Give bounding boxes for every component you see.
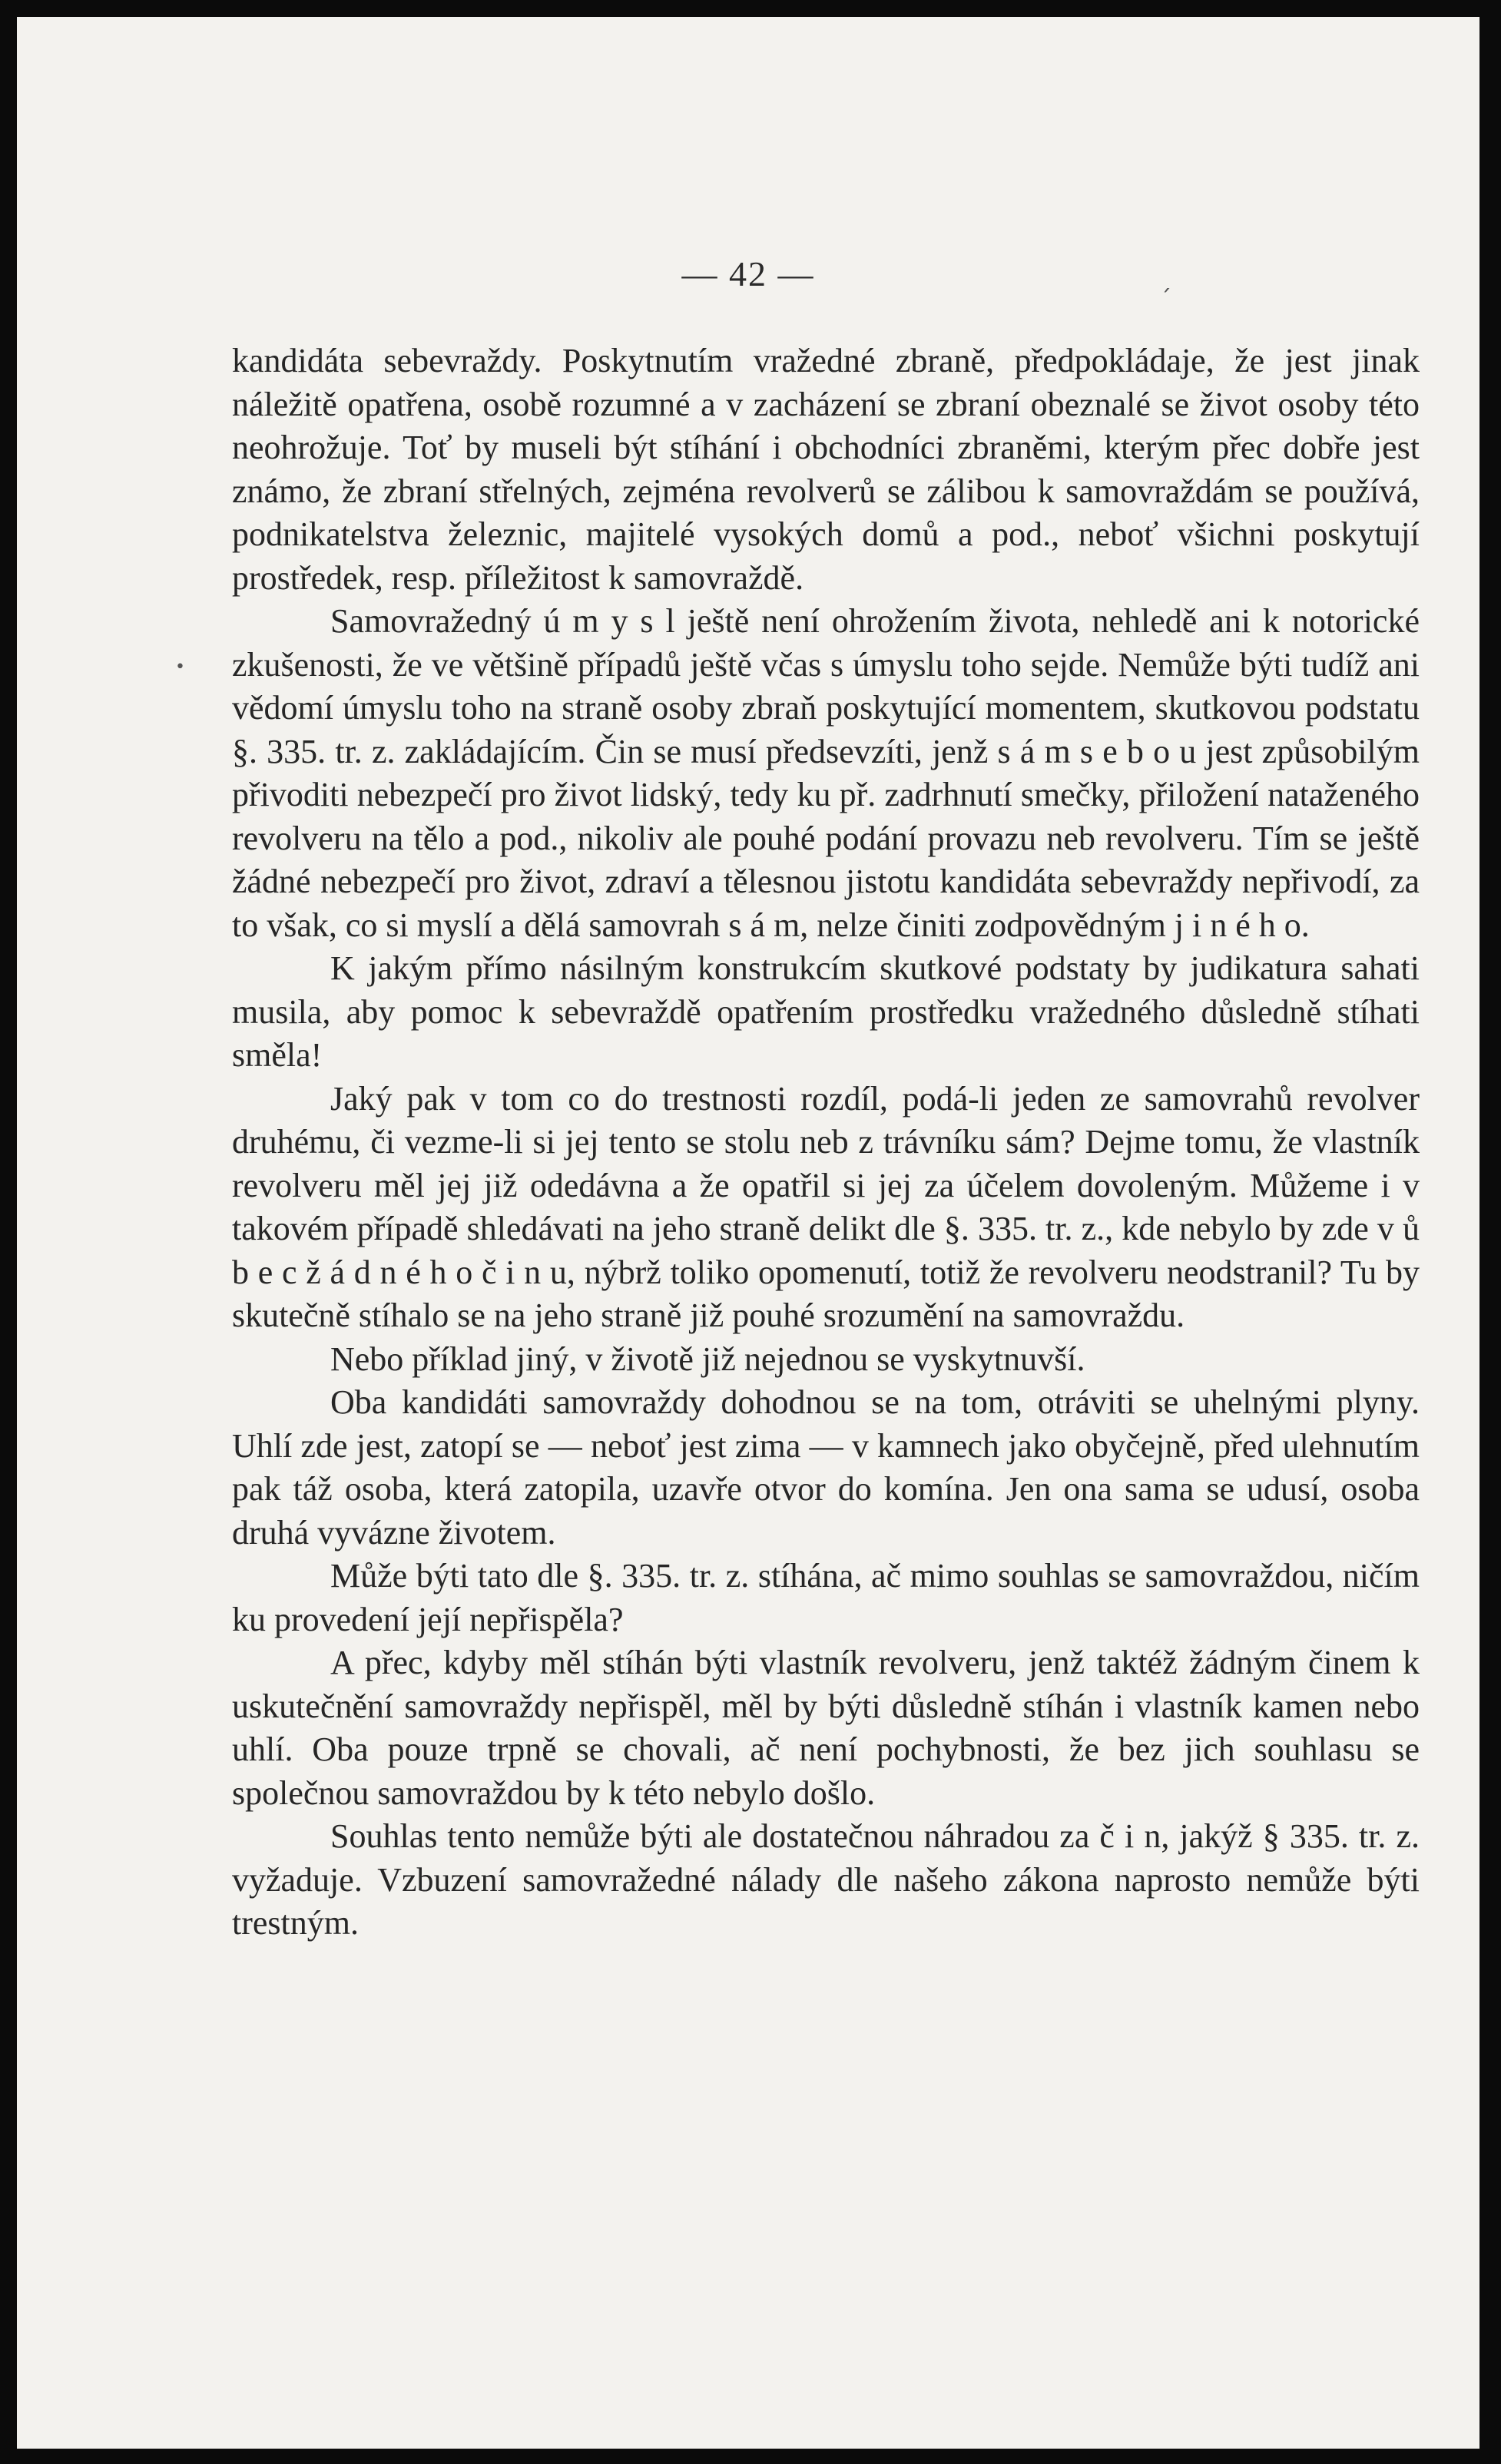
page-number: — 42 — bbox=[681, 254, 815, 293]
margin-dot: • bbox=[175, 657, 185, 677]
body-text bbox=[232, 339, 1420, 1946]
paragraph: Jaký pak v tom co do trestnosti rozdíl, podá-li jeden ze samovrahů revolver druhému, či vezme-li si jej tento se stolu neb z trávníku sám? Dejme tomu, že vlastník revolveru měl jej již odedávna a že opatřil si jej za účelem dovoleným. Můžeme i v takovém případě shledávati na jeho straně delikt dle §. 335. tr. z., kde nebylo by zde v ů b e c ž á d n é h o č i n u, nýbrž toliko opomenutí, totiž že revolveru neodstranil? Tu by skutečně stíhalo se na jeho straně již pouhé srozumění na samovraždu. bbox=[232, 1079, 1420, 1334]
paragraph: Nebo příklad jiný, v životě již nejednou se vyskytnuvší. bbox=[330, 1340, 1085, 1378]
paragraph: A přec, kdyby měl stíhán býti vlastník revolveru, jenž taktéž žádným činem k uskutečnění samovraždy nepřispěl, měl by býti důsledně stíhán i vlastník kamen nebo uhlí. Oba pouze trpně se chovali, ač není pochybnosti, že bez jich souhlasu se společnou samovraždou by k této nebylo došlo. bbox=[232, 1644, 1420, 1812]
paragraph: Může býti tato dle §. 335. tr. z. stíhána, ač mimo souhlas se samovraždou, ničím ku provedení její nepřispěla? bbox=[232, 1557, 1420, 1638]
margin-mark: ´ bbox=[1160, 286, 1171, 313]
paragraph: Souhlas tento nemůže býti ale dostatečnou náhradou za č i n, jakýž § 335. tr. z. vyžaduje. Vzbuzení samovražedné nálady dle našeho zákona naprosto nemůže býti trestným. bbox=[232, 1817, 1420, 1942]
paragraph: Oba kandidáti samovraždy dohodnou se na tom, otráviti se uhelnými plyny. Uhlí zde jest, zatopí se — neboť jest zima — v kamnech jako obyčejně, před ulehnutím pak táž osoba, která zatopila, uzavře otvor do komína. Jen ona sama se udusí, osoba druhá vyvázne životem. bbox=[232, 1383, 1420, 1552]
paragraph: K jakým přímo násilným konstrukcím skutkové podstaty by judikatura sahati musila, aby pomoc k sebevraždě opatřením prostředku vražedného důsledně stíhati směla! bbox=[232, 949, 1420, 1074]
paragraph: kandidáta sebevraždy. Poskytnutím vražedné zbraně, předpokládaje, že jest jinak náležitě opatřena, osobě rozumné a v zacházení se zbraní obeznalé se život osoby této neohrožuje. Toť by museli být stíhání i obchodníci zbraněmi, kterým přec dobře jest známo, že zbraní střelných, zejména revolverů se zálibou k samovraždám se používá, podnikatelstva železnic, majitelé vysokých domů a pod., neboť všichni poskytují prostředek, resp. příležitost k samovraždě. bbox=[232, 342, 1420, 597]
scanned-page bbox=[17, 17, 1479, 2449]
paragraph: Samovražedný ú m y s l ještě není ohrožením života, nehledě ani k notorické zkušenosti, že ve většině případů ještě včas s úmyslu toho sejde. Nemůže býti tudíž ani vědomí úmyslu toho na straně osoby zbraň poskytující momentem, skutkovou podstatu §. 335. tr. z. zakládajícím. Čin se musí předsevzíti, jenž s á m s e b o u jest způsobilým přivoditi nebezpečí pro život lidský, tedy ku př. zadrhnutí smečky, přiložení nataženého revolveru na tělo a pod., nikoliv ale pouhé podání provazu neb revolveru. Tím se ještě žádné nebezpečí pro život, zdraví a tělesnou jistotu kandidáta sebevraždy nepřivodí, za to však, co si myslí a dělá samovrah s á m, nelze činiti zodpovědným j i n é h o. bbox=[232, 602, 1420, 944]
